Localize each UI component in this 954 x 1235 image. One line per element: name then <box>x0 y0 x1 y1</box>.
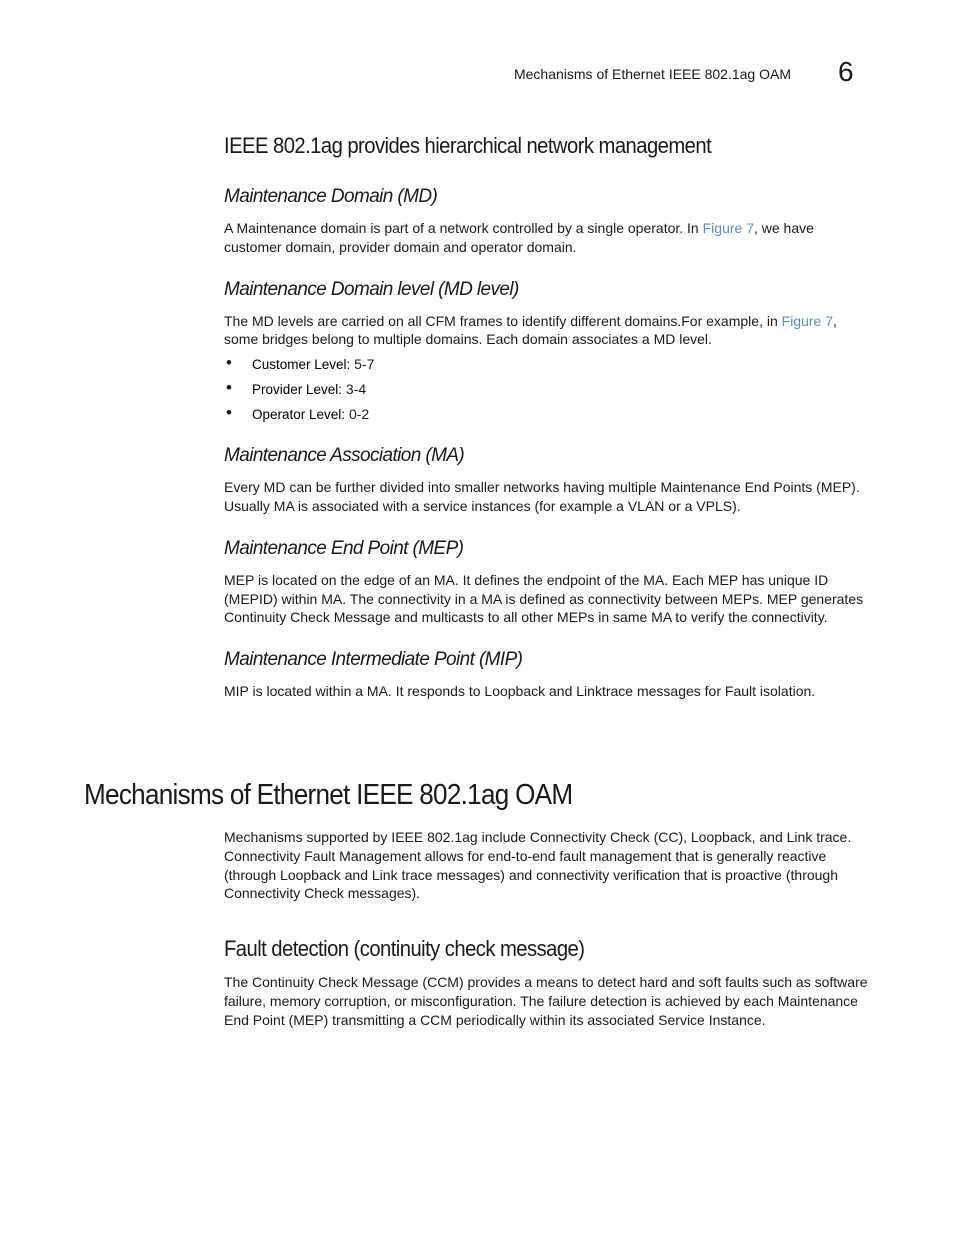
chapter-number: 6 <box>838 56 854 87</box>
paragraph-mechanisms-intro: Mechanisms supported by IEEE 802.1ag include Connectivity Check (CC), Loopback, and Link trace. Connectivity Fault Management allows for end-to-end fault management that is generally reactive (through Loopback and Link trace messages) and connectivity verification that is proactive (through Connectivity Check messages). <box>224 829 852 902</box>
paragraph-maintenance-association: Every MD can be further divided into smaller networks having multiple Maintenance End Points (MEP). Usually MA is associated with a service instances (for example a VLAN or a VPLS). <box>224 479 860 514</box>
bullet-icon: • <box>226 353 232 373</box>
md-level-list <box>224 352 869 427</box>
paragraph-maintenance-end-point: MEP is located on the edge of an MA. It defines the endpoint of the MA. Each MEP has unique ID (MEPID) within MA. The connectivity in a MA is defined as connectivity between MEPs. MEP generates Continuity Check Message and multicasts to all other MEPs in same MA to verify the connectivity. <box>224 571 864 626</box>
section-mechanisms <box>224 828 869 1030</box>
running-title: Mechanisms of Ethernet IEEE 802.1ag OAM <box>513 66 791 82</box>
bullet-icon: • <box>226 378 232 398</box>
paragraph-md-level: The MD levels are carried on all CFM frames to identify different domains.For example, in Figure 7, some bridges belong to multiple domains. Each domain associates a MD level. <box>224 312 837 348</box>
bullet-icon: • <box>226 403 232 423</box>
list-item: • Customer Level: 5-7 <box>224 352 869 377</box>
section-title-hierarchical: IEEE 802.1ag provides hierarchical network management <box>224 133 712 158</box>
heading-maintenance-intermediate-point: Maintenance Intermediate Point (MIP) <box>224 649 523 671</box>
page-header <box>0 58 954 88</box>
section-hierarchical-management <box>224 130 869 701</box>
figure-7-link[interactable]: Figure 7 <box>781 312 833 329</box>
list-item: • Operator Level: 0-2 <box>224 402 869 427</box>
list-item: • Provider Level: 3-4 <box>224 377 869 402</box>
paragraph-fault-detection: The Continuity Check Message (CCM) provides a means to detect hard and soft faults such as software failure, memory corruption, or misconfiguration. The failure detection is achieved by each Maintenance End Point (MEP) transmitting a CCM periodically within its associated Service Instance. <box>224 974 868 1028</box>
paragraph-maintenance-intermediate-point: MIP is located within a MA. It responds to Loopback and Linktrace messages for Fault isolation. <box>224 683 816 700</box>
heading-maintenance-domain: Maintenance Domain (MD) <box>224 186 438 207</box>
section-title-mechanisms: Mechanisms of Ethernet IEEE 802.1ag OAM <box>84 779 573 811</box>
heading-maintenance-association: Maintenance Association (MA) <box>224 445 465 467</box>
figure-7-link[interactable]: Figure 7 <box>702 220 754 236</box>
heading-md-level: Maintenance Domain level (MD level) <box>224 278 519 300</box>
paragraph-maintenance-domain: A Maintenance domain is part of a network controlled by a single operator. In Figure 7, we have customer domain, provider domain and operator domain. <box>224 220 814 255</box>
heading-maintenance-end-point: Maintenance End Point (MEP) <box>224 537 464 559</box>
heading-fault-detection: Fault detection (continuity check message) <box>224 936 585 962</box>
